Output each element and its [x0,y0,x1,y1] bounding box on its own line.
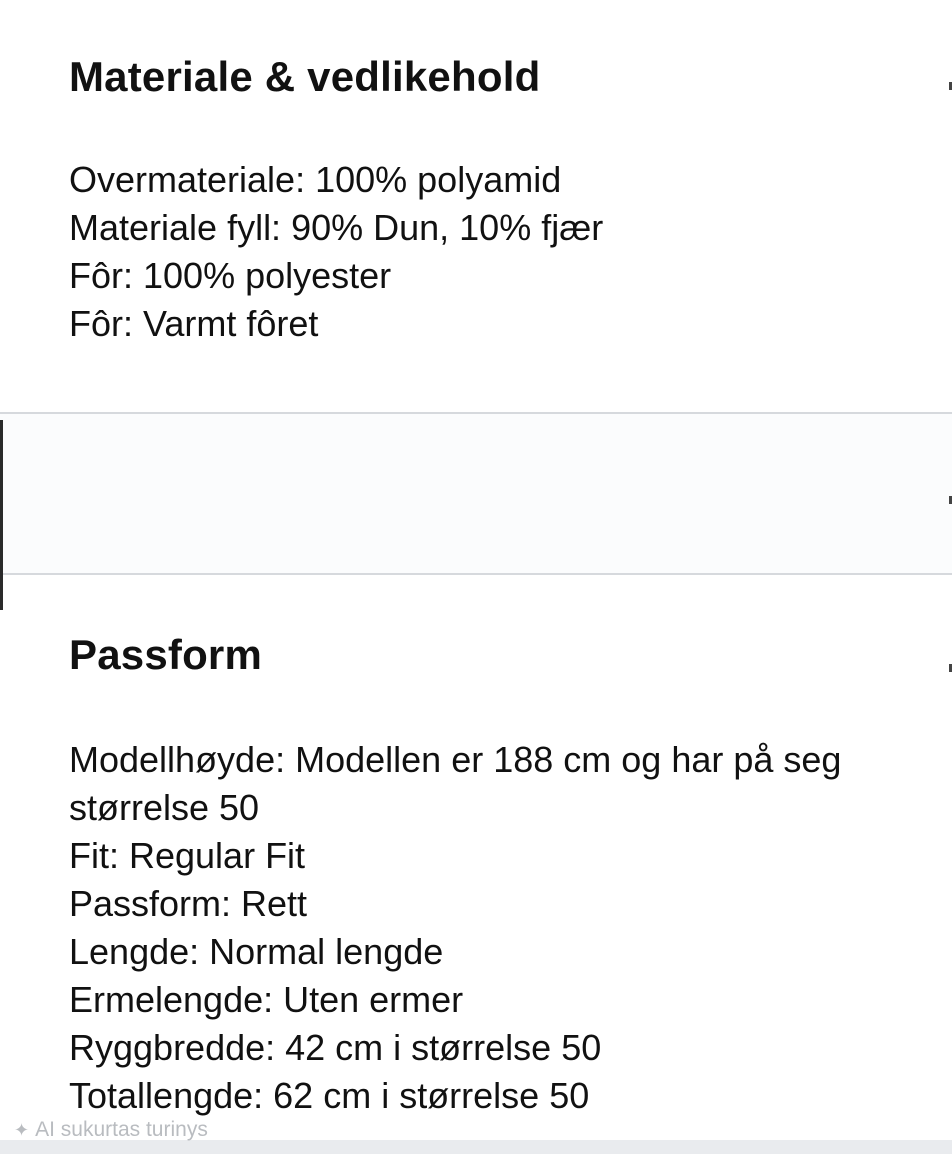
fit-list [69,736,841,1120]
fit-line-model-size: størrelse 50 [69,787,260,828]
fit-heading: Passform [69,631,263,678]
section-divider [0,573,952,575]
material-care-list [69,156,603,348]
fit-section [0,576,952,1154]
material-line-filling: Materiale fyll: 90% Dun, 10% fjær [69,207,604,248]
ai-content-watermark [14,1118,208,1142]
fit-line-length: Lengde: Normal lengde [69,931,444,972]
material-line-lining: Fôr: 100% polyester [69,255,392,296]
fit-line-model-height: Modellhøyde: Modellen er 188 cm og har på seg [69,739,842,780]
sparkle-icon: ✦ [14,1119,30,1140]
material-care-section [0,0,952,412]
fit-line-fit: Fit: Regular Fit [69,835,306,876]
blank-panel [0,414,952,573]
material-care-heading: Materiale & vedlikehold [69,53,541,100]
fit-line-total-length: Totallengde: 62 cm i størrelse 50 [69,1075,590,1116]
watermark-text: AI sukurtas turinys [35,1118,208,1141]
material-line-outer: Overmateriale: 100% polyamid [69,159,562,200]
bottom-bar [0,1140,952,1154]
material-line-lining-warmth: Fôr: Varmt fôret [69,303,319,344]
fit-line-shape: Passform: Rett [69,883,308,924]
fit-line-back-width: Ryggbredde: 42 cm i størrelse 50 [69,1027,602,1068]
fit-line-sleeve-length: Ermelengde: Uten ermer [69,979,464,1020]
